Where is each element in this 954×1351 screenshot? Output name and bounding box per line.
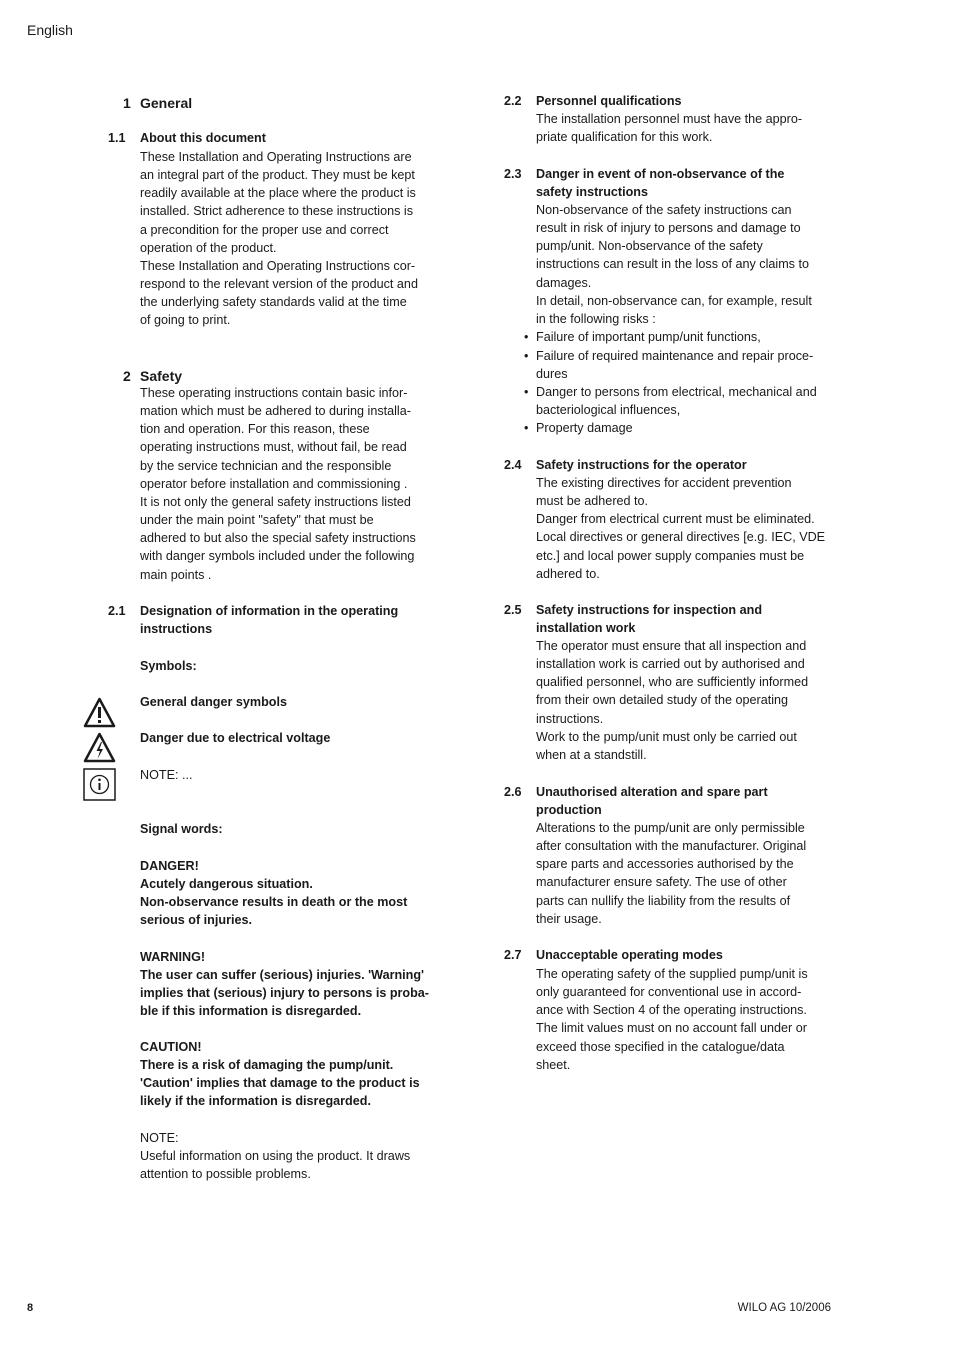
section-title: Designation of information in the operating instructions bbox=[140, 604, 399, 637]
section-body: Non-observance of the safety instructions can result in risk of injury to persons and damage to pump/unit. Non-observance of the safety instructions can result in the loss of any claims to damages. In detail, non-observance can, for example, result in the following risks : bbox=[536, 203, 812, 326]
section-number: 2.4 bbox=[504, 458, 522, 472]
section-body: These Installation and Operating Instructions are an integral part of the product. They must be kept readily available at the place where the product is installed. Strict adherence to these instructions is a precondition for the proper use and correct operation of the product. These Installation and Operating Instructions cor- respond to the relevant version of the product and the underlying safety standards valid at the time of going to print. bbox=[140, 150, 418, 328]
section-number: 1 bbox=[123, 95, 131, 111]
note-description: NOTE: Useful information on using the product. It draws attention to possible problems. bbox=[140, 1131, 411, 1182]
section-title: Personnel qualifications bbox=[536, 94, 682, 108]
electrical-voltage-icon bbox=[83, 732, 116, 765]
section-number: 1.1 bbox=[108, 131, 126, 145]
symbol-label: Danger due to electrical voltage bbox=[140, 731, 331, 745]
section-number: 2.3 bbox=[504, 167, 522, 181]
symbol-label: NOTE: ... bbox=[140, 768, 193, 782]
section-number: 2 bbox=[123, 368, 131, 384]
footer-publisher: WILO AG 10/2006 bbox=[737, 1302, 831, 1314]
danger-description: DANGER! Acutely dangerous situation. Non-observance results in death or the most serious of injuries. bbox=[140, 859, 408, 928]
section-number: 2.2 bbox=[504, 94, 522, 108]
bullet-item: • Failure of required maintenance and repair proce- dures bbox=[536, 347, 813, 383]
caution-description: CAUTION! There is a risk of damaging the pump/unit. 'Caution' implies that damage to the product is likely if the information is disregarded. bbox=[140, 1040, 420, 1109]
warning-description: WARNING! The user can suffer (serious) injuries. 'Warning' implies that (serious) injury to persons is proba- ble if this information is disregarded. bbox=[140, 950, 430, 1019]
info-icon bbox=[83, 768, 116, 801]
symbol-label: General danger symbols bbox=[140, 695, 287, 709]
section-number: 2.1 bbox=[108, 604, 126, 618]
section-title: Safety instructions for the operator bbox=[536, 458, 747, 472]
section-body: The existing directives for accident prevention must be adhered to. Danger from electrical current must be eliminated. Local directives or general directives [e.g. IEC, VDE etc.] and local power supply companies must be adhered to. bbox=[536, 476, 826, 581]
section-body: These operating instructions contain basic infor- mation which must be adhered to during installa- tion and operation. For this reason, these operating instructions must, without fail, be read by the service technician and the responsible operator before installation and commissioning . It is not only the general safety instructions listed under the main point "safety" that must be adhered to but also the special safety instructions with danger symbols included under the following main points . bbox=[140, 386, 416, 582]
symbols-label: Symbols: bbox=[140, 659, 197, 673]
bullet-item: • Danger to persons from electrical, mechanical and bacteriological influences, bbox=[536, 383, 817, 419]
section-title: Danger in event of non-observance of the safety instructions bbox=[536, 167, 785, 200]
section-title: Unacceptable operating modes bbox=[536, 948, 723, 962]
section-title: Unauthorised alteration and spare part production bbox=[536, 785, 768, 818]
warning-triangle-icon bbox=[83, 697, 116, 730]
section-title: General bbox=[140, 95, 193, 111]
language-label: English bbox=[27, 22, 73, 38]
bullet-item: • Failure of important pump/unit functions, bbox=[536, 328, 761, 346]
section-body: The operating safety of the supplied pump/unit is only guaranteed for conventional use in accord- ance with Section 4 of the operating instructions. The limit values must on no account fall under or exceed those specified in the catalogue/data sheet. bbox=[536, 967, 808, 1072]
section-title: About this document bbox=[140, 131, 266, 145]
section-title: Safety bbox=[140, 368, 183, 384]
section-body: The operator must ensure that all inspection and installation work is carried out by authorised and qualified personnel, who are sufficiently informed from their own detailed study of the operating instructions. Work to the pump/unit must only be carried out when at a standstill. bbox=[536, 639, 809, 762]
section-body: Alterations to the pump/unit are only permissible after consultation with the manufacturer. Original spare parts and accessories authorised by the manufacturer ensure safety. The use of other parts can nullify the liability from the results of their usage. bbox=[536, 821, 807, 926]
bullet-item: • Property damage bbox=[536, 419, 633, 437]
section-title: Safety instructions for inspection and installation work bbox=[536, 603, 763, 636]
section-number: 2.6 bbox=[504, 785, 522, 799]
page-number: 8 bbox=[27, 1302, 34, 1314]
signal-words-label: Signal words: bbox=[140, 822, 223, 836]
section-number: 2.5 bbox=[504, 603, 522, 617]
section-number: 2.7 bbox=[504, 948, 522, 962]
section-body: The installation personnel must have the appro- priate qualification for this work. bbox=[536, 112, 803, 145]
